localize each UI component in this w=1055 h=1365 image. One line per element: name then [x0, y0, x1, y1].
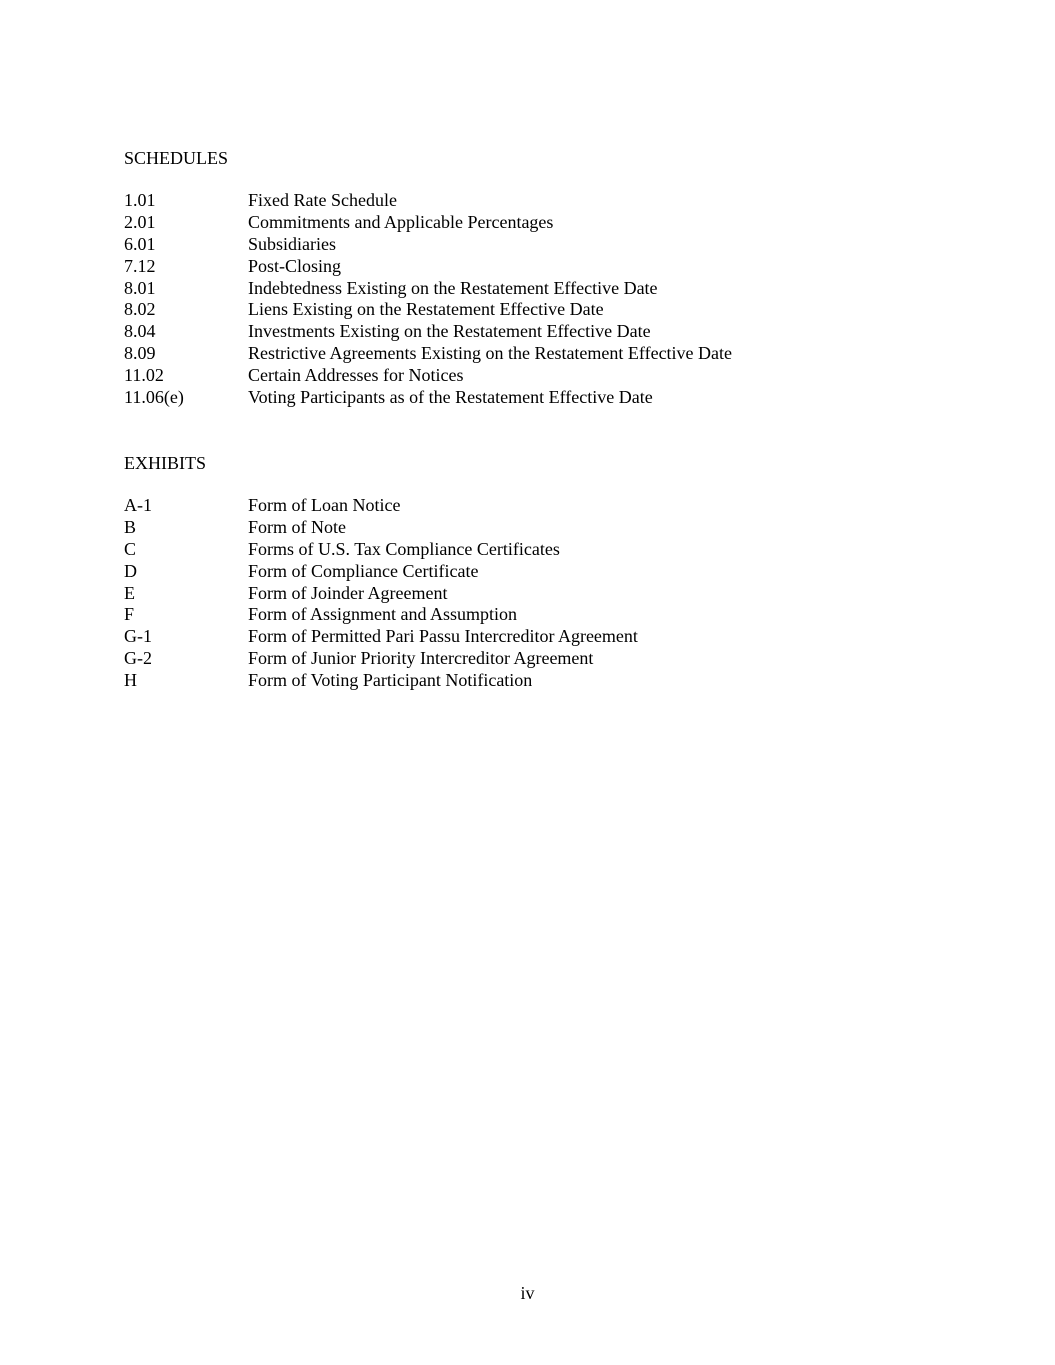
- exhibit-code: B: [124, 516, 137, 537]
- schedule-row: [124, 256, 732, 278]
- schedule-title: Investments Existing on the Restatement Effective Date: [248, 321, 651, 342]
- exhibit-row: [124, 495, 638, 517]
- schedule-code: 11.06(e): [124, 387, 184, 408]
- exhibits-heading: EXHIBITS: [124, 453, 206, 473]
- schedule-row: [124, 190, 732, 212]
- schedule-title: Voting Participants as of the Restatement Effective Date: [248, 387, 653, 408]
- schedule-title: Fixed Rate Schedule: [248, 190, 397, 210]
- exhibit-title: Form of Compliance Certificate: [248, 560, 479, 581]
- schedule-code: 2.01: [124, 211, 156, 232]
- exhibit-title: Form of Junior Priority Intercreditor Agreement: [248, 648, 594, 669]
- exhibit-row: [124, 670, 638, 692]
- schedule-row: [124, 387, 732, 409]
- exhibit-row: [124, 583, 638, 605]
- exhibit-title: Form of Voting Participant Notification: [248, 670, 533, 691]
- schedule-row: [124, 299, 732, 321]
- schedule-title: Post-Closing: [248, 255, 342, 276]
- schedule-title: Subsidiaries: [248, 233, 336, 254]
- schedule-code: 8.09: [124, 343, 156, 364]
- schedule-row: [124, 343, 732, 365]
- schedule-code: 8.04: [124, 321, 156, 342]
- schedule-title: Restrictive Agreements Existing on the Restatement Effective Date: [248, 343, 733, 364]
- schedule-row: [124, 278, 732, 300]
- schedule-row: [124, 234, 732, 256]
- schedule-code: 8.01: [124, 277, 156, 298]
- exhibit-code: A-1: [124, 495, 152, 515]
- exhibit-code: G-2: [124, 648, 152, 669]
- exhibit-code: G-1: [124, 626, 152, 647]
- exhibit-row: [124, 539, 638, 561]
- schedule-title: Commitments and Applicable Percentages: [248, 211, 554, 232]
- exhibit-code: C: [124, 538, 137, 559]
- schedule-code: 11.02: [124, 365, 164, 386]
- exhibit-title: Form of Loan Notice: [248, 495, 401, 515]
- schedules-list: [124, 190, 732, 409]
- exhibit-row: [124, 517, 638, 539]
- exhibit-title: Forms of U.S. Tax Compliance Certificates: [248, 538, 560, 559]
- schedule-row: [124, 321, 732, 343]
- exhibit-title: Form of Note: [248, 516, 346, 537]
- schedules-heading: SCHEDULES: [124, 148, 229, 168]
- schedule-title: Indebtedness Existing on the Restatement Effective Date: [248, 277, 658, 298]
- schedule-title: Liens Existing on the Restatement Effective Date: [248, 299, 604, 320]
- schedule-row: [124, 365, 732, 387]
- schedule-code: 6.01: [124, 233, 156, 254]
- exhibit-row: [124, 604, 638, 626]
- exhibit-code: F: [124, 604, 135, 625]
- exhibit-title: Form of Assignment and Assumption: [248, 604, 518, 625]
- schedule-code: 8.02: [124, 299, 156, 320]
- exhibit-title: Form of Joinder Agreement: [248, 582, 448, 603]
- exhibit-row: [124, 626, 638, 648]
- exhibit-code: D: [124, 560, 137, 581]
- page-number: iv: [520, 1283, 535, 1303]
- exhibits-list: [124, 495, 638, 692]
- schedule-code: 1.01: [124, 190, 156, 210]
- schedule-code: 7.12: [124, 255, 156, 276]
- exhibit-code: H: [124, 670, 137, 691]
- schedule-title: Certain Addresses for Notices: [248, 365, 464, 386]
- schedule-row: [124, 212, 732, 234]
- exhibit-row: [124, 561, 638, 583]
- exhibit-row: [124, 648, 638, 670]
- exhibit-title: Form of Permitted Pari Passu Intercreditor Agreement: [248, 626, 638, 647]
- exhibit-code: E: [124, 582, 135, 603]
